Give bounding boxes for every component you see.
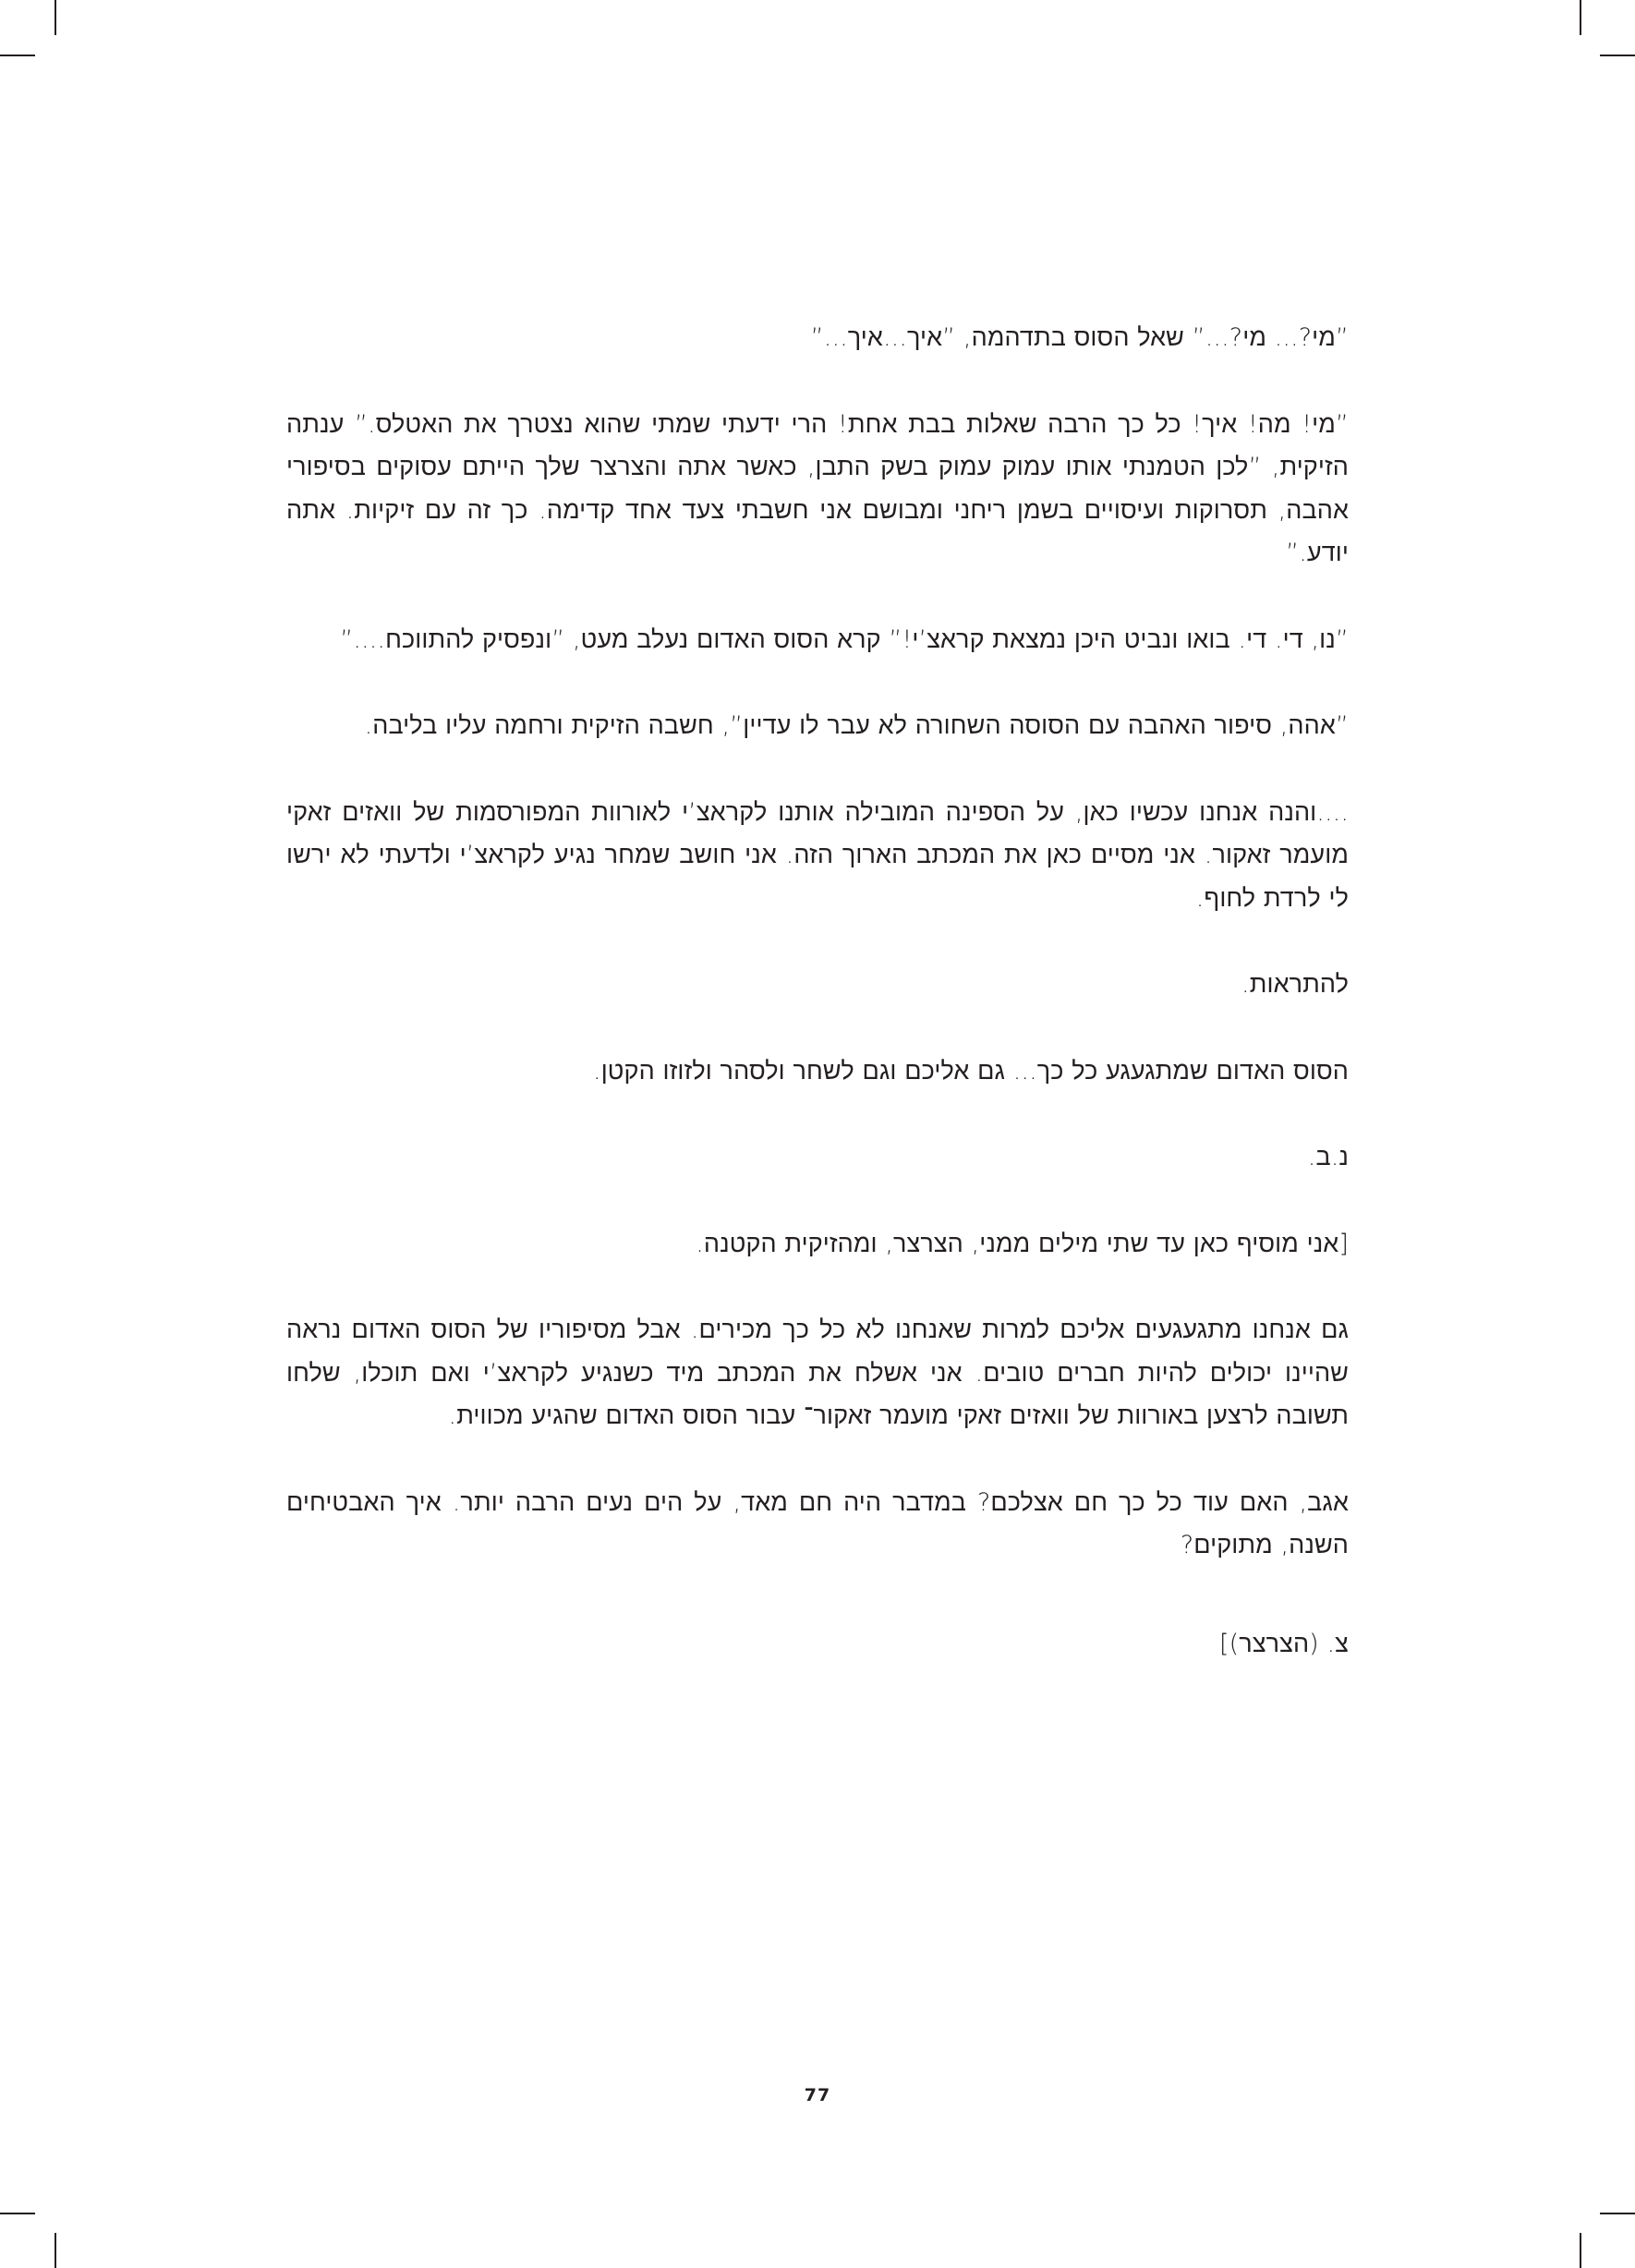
paragraph: להתראות. [1241, 970, 1349, 999]
paragraph: ”נו, די. די. בואו ונביט היכן נמצאת קראצ’י!” קרא הסוס האדום נעלב מעט, ”ונפסיק להתווכח....” [340, 625, 1349, 654]
letter-body [286, 317, 1349, 1709]
crop-mark-bottom-right-vertical [1580, 2233, 1581, 2268]
page-number: 77 [804, 2085, 831, 2105]
crop-mark-top-left-horizontal [0, 55, 35, 56]
paragraph: ....והנה אנחנו עכשיו כאן, על הספינה המובילה אותנו לקראצ’י לאורוות המפורסמות של וואזים זאקי מועמר זאקור. אני מסיים כאן את המכתב הארוך הזה. אני חושב שמחר נגיע לקראצ’י ולדעתי לא ירשו לי לרדת לחוף. [286, 797, 1349, 913]
paragraph: הסוס האדום שמתגעגע כל כך... גם אליכם וגם לשחר ולסהר ולזוזו הקטן. [593, 1056, 1349, 1085]
crop-mark-bottom-left-vertical [54, 2233, 56, 2268]
crop-mark-top-right-horizontal [1600, 55, 1635, 56]
crop-mark-bottom-right-horizontal [1600, 2213, 1635, 2214]
paragraph: ”מי?... מי?...” שאל הסוס בתדהמה, ”איך...איך...” [810, 323, 1349, 352]
paragraph: אגב, האם עוד כל כך חם אצלכם? במדבר היה חם מאד, על הים נעים הרבה יותר. איך האבטיחים השנה, מתוקים? [286, 1487, 1349, 1559]
crop-mark-top-right-vertical [1580, 0, 1581, 35]
paragraph: גם אנחנו מתגעגעים אליכם למרות שאנחנו לא כל כך מכירים. אבל מסיפוריו של הסוס האדום נראה שהיינו יכולים להיות חברים טובים. אני אשלח את המכתב מיד כשנגיע לקראצ’י ואם תוכלו, שלחו תשובה לרצען באורוות של וואזים זאקי מועמר זאקור־ עבור הסוס האדום שהגיע מכווית. [286, 1316, 1349, 1430]
crop-mark-bottom-left-horizontal [0, 2213, 35, 2214]
paragraph: נ.ב. [1307, 1143, 1349, 1171]
paragraph: ”מי! מה! איך! כל כך הרבה שאלות בבת אחת! הרי ידעתי שמתי שהוא נצטרך את האטלס.” ענתה הזיקית, ”לכן הטמנתי אותו עמוק עמוק בשק התבן, כאשר אתה והצרצר שלך הייתם עסוקים בסיפורי אהבה, תסרוקות ועיסויים בשמן ריחני ומבושם אני חשבתי צעד אחד קדימה. כך זה עם זיקיות. אתה יודע.” [286, 409, 1349, 567]
paragraph: [אני מוסיף כאן עד שתי מילים ממני, הצרצר, ומהזיקית הקטנה. [696, 1229, 1349, 1258]
paragraph: ”אהה, סיפור האהבה עם הסוסה השחורה לא עבר לו עדיין”, חשבה הזיקית ורחמה עליו בליבה. [364, 711, 1349, 740]
crop-mark-top-left-vertical [54, 0, 56, 35]
signature: צ. (הצרצר)] [1219, 1629, 1349, 1658]
